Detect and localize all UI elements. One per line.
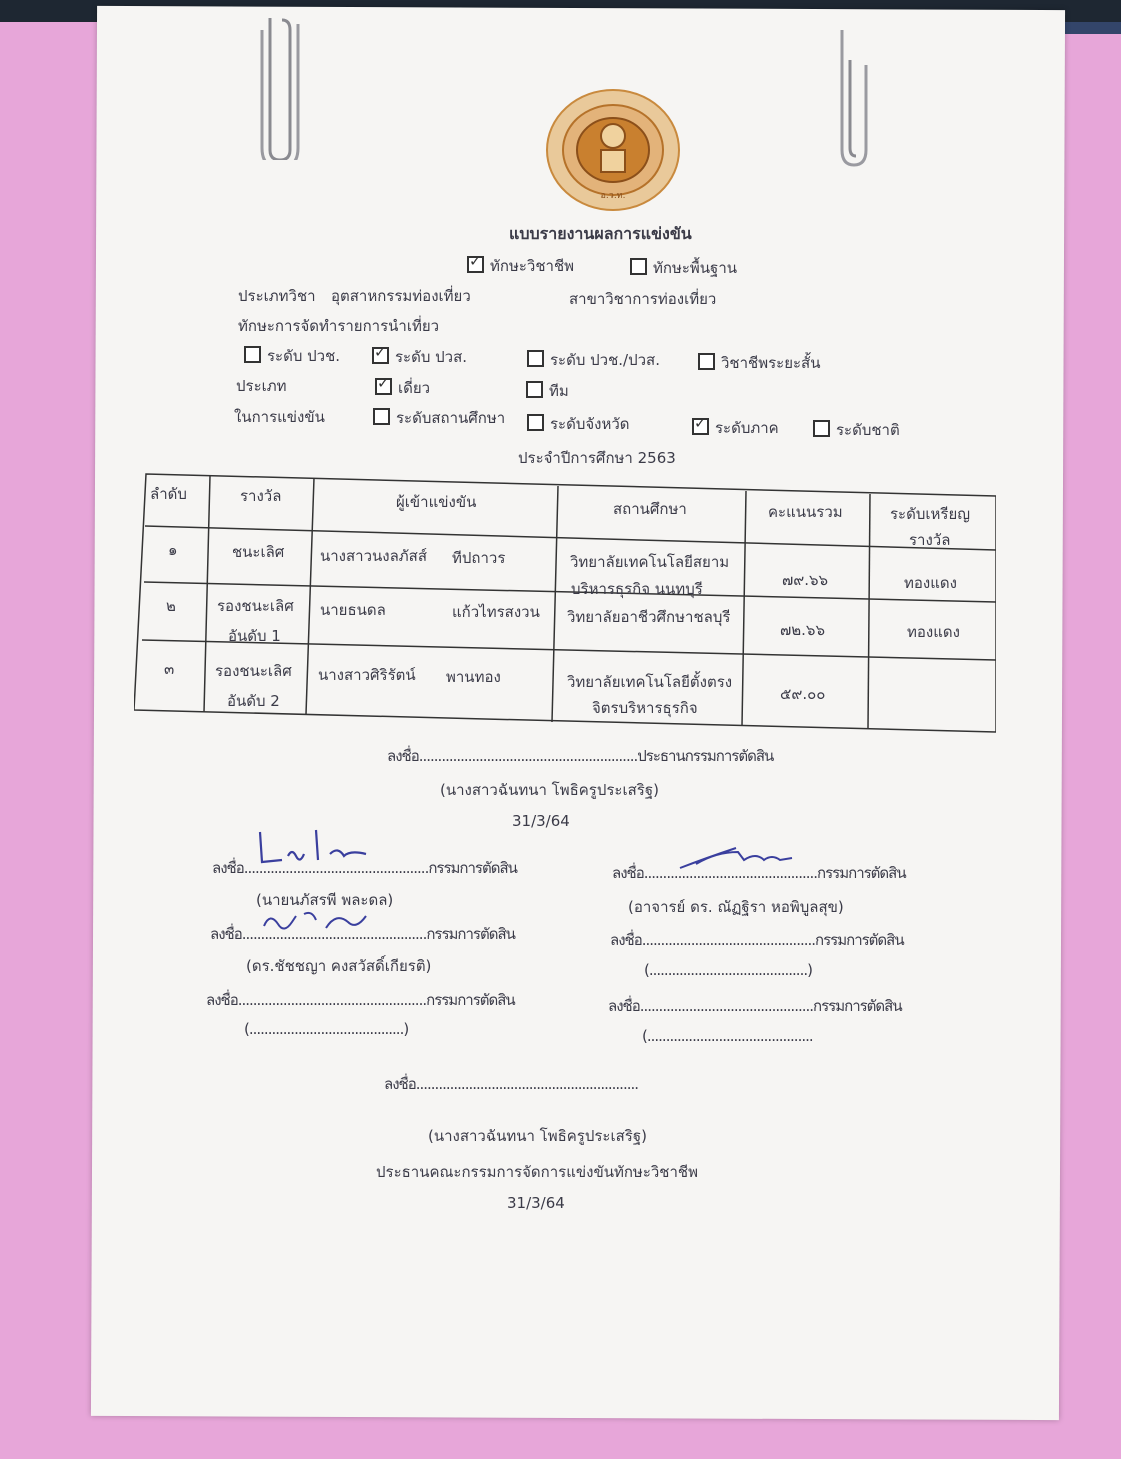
president-date: 31/3/64 <box>507 1194 565 1212</box>
judge3-sign-line: ลงชื่อ.................................................กรรมการตัดสิน <box>210 925 515 943</box>
president-name: (นางสาวฉันทนา โพธิครูประเสริฐ) <box>428 1127 647 1145</box>
judge6-name: (............................................ <box>642 1027 813 1045</box>
row-school: วิทยาลัยเทคโนโลยีสยาม <box>570 553 730 571</box>
paper-clip-right-icon <box>832 20 882 170</box>
svg-text:อ.ว.ท.: อ.ว.ท. <box>600 191 626 201</box>
row-school-2: บริหารธุรกิจ นนทบุรี <box>571 580 703 598</box>
checkbox-icon <box>527 414 544 431</box>
row-school: วิทยาลัยเทคโนโลยีตั้งตรง <box>567 673 733 691</box>
chair-sign-line: ลงชื่อ..........................................................ประธานกรรมการตัดสิน <box>387 747 774 765</box>
level-short-course[interactable]: วิชาชีพระยะสั้น <box>698 351 820 375</box>
row-name: นางสาวศิริรัตน์ <box>318 666 416 684</box>
checkbox-icon <box>526 381 543 398</box>
row-award: ชนะเลิศ <box>232 543 285 561</box>
row-name: นางสาวนงลภัสส์ <box>320 547 427 565</box>
judge2-sign-line: ลงชื่อ..............................................กรรมการตัดสิน <box>612 864 906 882</box>
level-both[interactable]: ระดับ ปวช./ปวส. <box>527 348 660 372</box>
table-header-award: รางวัล <box>240 487 282 505</box>
row-award-2: อันดับ 1 <box>228 627 281 645</box>
chair-date: 31/3/64 <box>512 812 570 830</box>
row-name: นายธนดล <box>320 601 386 619</box>
competition-label: ในการแข่งขัน <box>234 408 325 426</box>
row-surname: ทีปถาวร <box>452 549 506 567</box>
type-individual[interactable]: ✓ เดี่ยว <box>375 376 430 400</box>
checkbox-icon <box>630 258 647 275</box>
judge6-sign-line: ลงชื่อ..............................................กรรมการตัดสิน <box>608 997 902 1015</box>
skill-type-basic[interactable]: ทักษะพื้นฐาน <box>630 256 737 280</box>
row-no: ๓ <box>164 660 175 678</box>
doc-title: แบบรายงานผลการแข่งขัน <box>509 224 692 243</box>
judge1-sign-line: ลงชื่อ.................................................กรรมการตัดสิน <box>212 859 517 877</box>
branch-label: สาขาวิชาการท่องเที่ยว <box>569 290 717 308</box>
table-header-school: สถานศึกษา <box>613 500 687 518</box>
type-label: ประเภท <box>236 377 287 395</box>
judge2-name: (อาจารย์ ดร. ณัฏฐิรา หอพิบูลสุข) <box>628 898 844 916</box>
table-header-no: ลำดับ <box>150 485 187 503</box>
judge3-name: (ดร.ชัชชญา คงสวัสดิ์เกียรติ) <box>246 957 432 975</box>
competition-region[interactable]: ✓ ระดับภาค <box>692 416 779 440</box>
level-vocational-cert[interactable]: ระดับ ปวช. <box>244 344 340 368</box>
skill-name: ทักษะการจัดทำรายการนำเที่ยว <box>238 317 440 335</box>
level-high-vocational[interactable]: ✓ ระดับ ปวส. <box>372 345 467 369</box>
table-header-competitor: ผู้เข้าแข่งขัน <box>396 493 477 511</box>
row-surname: แก้วไทรสงวน <box>452 603 540 621</box>
president-sign-line: ลงชื่อ........................................................... <box>384 1075 639 1093</box>
judge1-signature-icon <box>252 826 372 870</box>
judge1-name: (นายนภัสรพี พละดล) <box>256 891 394 909</box>
checkbox-checked-icon <box>372 347 389 364</box>
judge5-name: (.........................................) <box>244 1020 409 1038</box>
judge4-name: (..........................................) <box>644 961 812 979</box>
subject-value: อุตสาหกรรมท่องเที่ยว <box>331 287 471 305</box>
chair-name: (นางสาวฉันทนา โพธิครูประเสริฐ) <box>440 781 659 799</box>
judge5-sign-line: ลงชื่อ..................................................กรรมการตัดสิน <box>206 991 515 1009</box>
row-award: รองชนะเลิศ <box>217 597 294 615</box>
row-award: รองชนะเลิศ <box>215 662 292 680</box>
type-team[interactable]: ทีม <box>526 379 569 403</box>
row-surname: พานทอง <box>446 668 501 686</box>
checkbox-icon <box>373 408 390 425</box>
checkbox-icon <box>813 420 830 437</box>
row-no: ๑ <box>168 541 178 559</box>
checkbox-checked-icon <box>467 256 484 273</box>
table-header-score: คะแนนรวม <box>768 503 843 521</box>
row-award-2: อันดับ 2 <box>227 692 280 710</box>
competition-province[interactable]: ระดับจังหวัด <box>527 412 630 436</box>
row-score: ๗๙.๖๖ <box>782 571 829 589</box>
judge3-signature-icon <box>256 906 376 938</box>
row-score: ๗๒.๖๖ <box>780 621 825 639</box>
checkbox-checked-icon <box>692 418 709 435</box>
paper-clip-left-icon <box>252 10 312 160</box>
competition-national[interactable]: ระดับชาติ <box>813 418 900 442</box>
table-header-medal-2: รางวัล <box>909 531 951 549</box>
top-blue-strip <box>1065 22 1121 34</box>
subject-label: ประเภทวิชา <box>238 287 316 305</box>
judge4-sign-line: ลงชื่อ..............................................กรรมการตัดสิน <box>610 931 904 949</box>
row-no: ๒ <box>166 597 176 615</box>
president-title: ประธานคณะกรรมการจัดการแข่งขันทักษะวิชาชีพ <box>376 1163 698 1181</box>
table-header-medal: ระดับเหรียญ <box>890 505 971 523</box>
row-score: ๕๙.๐๐ <box>780 685 826 703</box>
checkbox-icon <box>698 353 715 370</box>
checkbox-checked-icon <box>375 378 392 395</box>
competition-school[interactable]: ระดับสถานศึกษา <box>373 406 505 430</box>
academic-year: ประจำปีการศึกษา 2563 <box>518 449 676 467</box>
row-medal: ทองแดง <box>904 574 957 592</box>
checkbox-icon <box>244 346 261 363</box>
association-seal-icon <box>545 88 681 212</box>
row-school-2: จิตรบริหารธุรกิจ <box>592 699 698 717</box>
judge2-signature-icon <box>676 842 796 872</box>
row-medal: ทองแดง <box>907 623 960 641</box>
checkbox-icon <box>527 350 544 367</box>
row-school: วิทยาลัยอาชีวศึกษาชลบุรี <box>567 608 731 626</box>
skill-type-vocational[interactable]: ✓ทักษะวิชาชีพ <box>467 254 574 278</box>
